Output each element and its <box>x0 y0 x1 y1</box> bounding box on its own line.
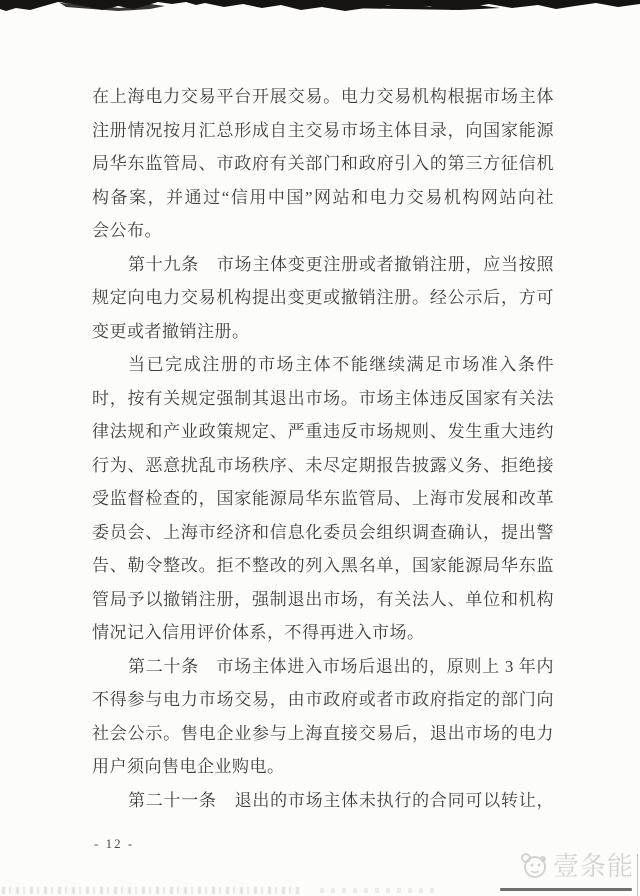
text-line: 情况记入信用评价体系，不得再进入市场。 <box>92 623 425 642</box>
text-line: 注册情况按月汇总形成自主交易市场主体目录，向国家能源 <box>92 120 554 140</box>
text-line: 行为、恶意扰乱市场秩序、未尽定期报告披露义务、拒绝接 <box>92 455 554 475</box>
text-line: 在上海电力交易平台开展交易。电力交易机构根据市场主体 <box>92 87 554 106</box>
text-line: 用户须向售电企业购电。 <box>92 757 285 776</box>
text-line: 管局予以撤销注册，强制退出市场，有关法人、单位和机构 <box>92 589 554 609</box>
text-line: 社会公示。售电企业参与上海直接交易后，退出市场的电力 <box>92 723 554 743</box>
text-line: 局华东监管局、市政府有关部门和政府引入的第三方征信机 <box>92 154 554 173</box>
document-text-block <box>92 80 554 817</box>
text-line: 不得参与电力市场交易，由市政府或者市政府指定的部门向 <box>92 690 554 709</box>
panda-face-icon <box>518 849 550 881</box>
scan-top-edge <box>0 0 640 16</box>
scan-noise-mid <box>320 888 440 893</box>
watermark-brand-text: 壹条能 <box>552 851 634 881</box>
scan-bottom-edge <box>0 884 640 896</box>
text-line: 受监督检查的，国家能源局华东监管局、上海市发展和改革 <box>92 489 554 508</box>
text-line: 告、勒令整改。拒不整改的列入黑名单，国家能源局华东监 <box>92 556 554 575</box>
text-line: 第二十一条 退出的市场主体未执行的合同可以转让， <box>128 790 554 810</box>
yitiaoneng-watermark <box>518 846 634 883</box>
text-line: 变更或者撤销注册。 <box>92 321 250 341</box>
text-line: 第二十条 市场主体进入市场后退出的，原则上 3 年内 <box>128 656 554 676</box>
text-line: 构备案，并通过“信用中国”网站和电力交易机构网站向社 <box>92 187 554 207</box>
text-line: 规定向电力交易机构提出变更或撤销注册。经公示后，方可 <box>92 288 554 307</box>
scan-noise-line <box>500 888 632 891</box>
text-line: 律法规和产业政策规定、严重违反市场规则、发生重大违约 <box>92 422 554 441</box>
page-number: - 12 - <box>94 836 135 851</box>
text-line: 委员会、上海市经济和信息化委员会组织调查确认，提出警 <box>92 522 554 542</box>
scan-right-edge <box>637 854 638 896</box>
text-line: 第十九条 市场主体变更注册或者撤销注册，应当按照 <box>128 254 554 274</box>
scan-noise-left <box>2 887 302 894</box>
text-line: 会公布。 <box>92 221 162 240</box>
text-line: 时，按有关规定强制其退出市场。市场主体违反国家有关法 <box>92 388 554 408</box>
scan-edge-shape <box>0 0 640 16</box>
text-line: 当已完成注册的市场主体不能继续满足市场准入条件 <box>128 355 554 374</box>
